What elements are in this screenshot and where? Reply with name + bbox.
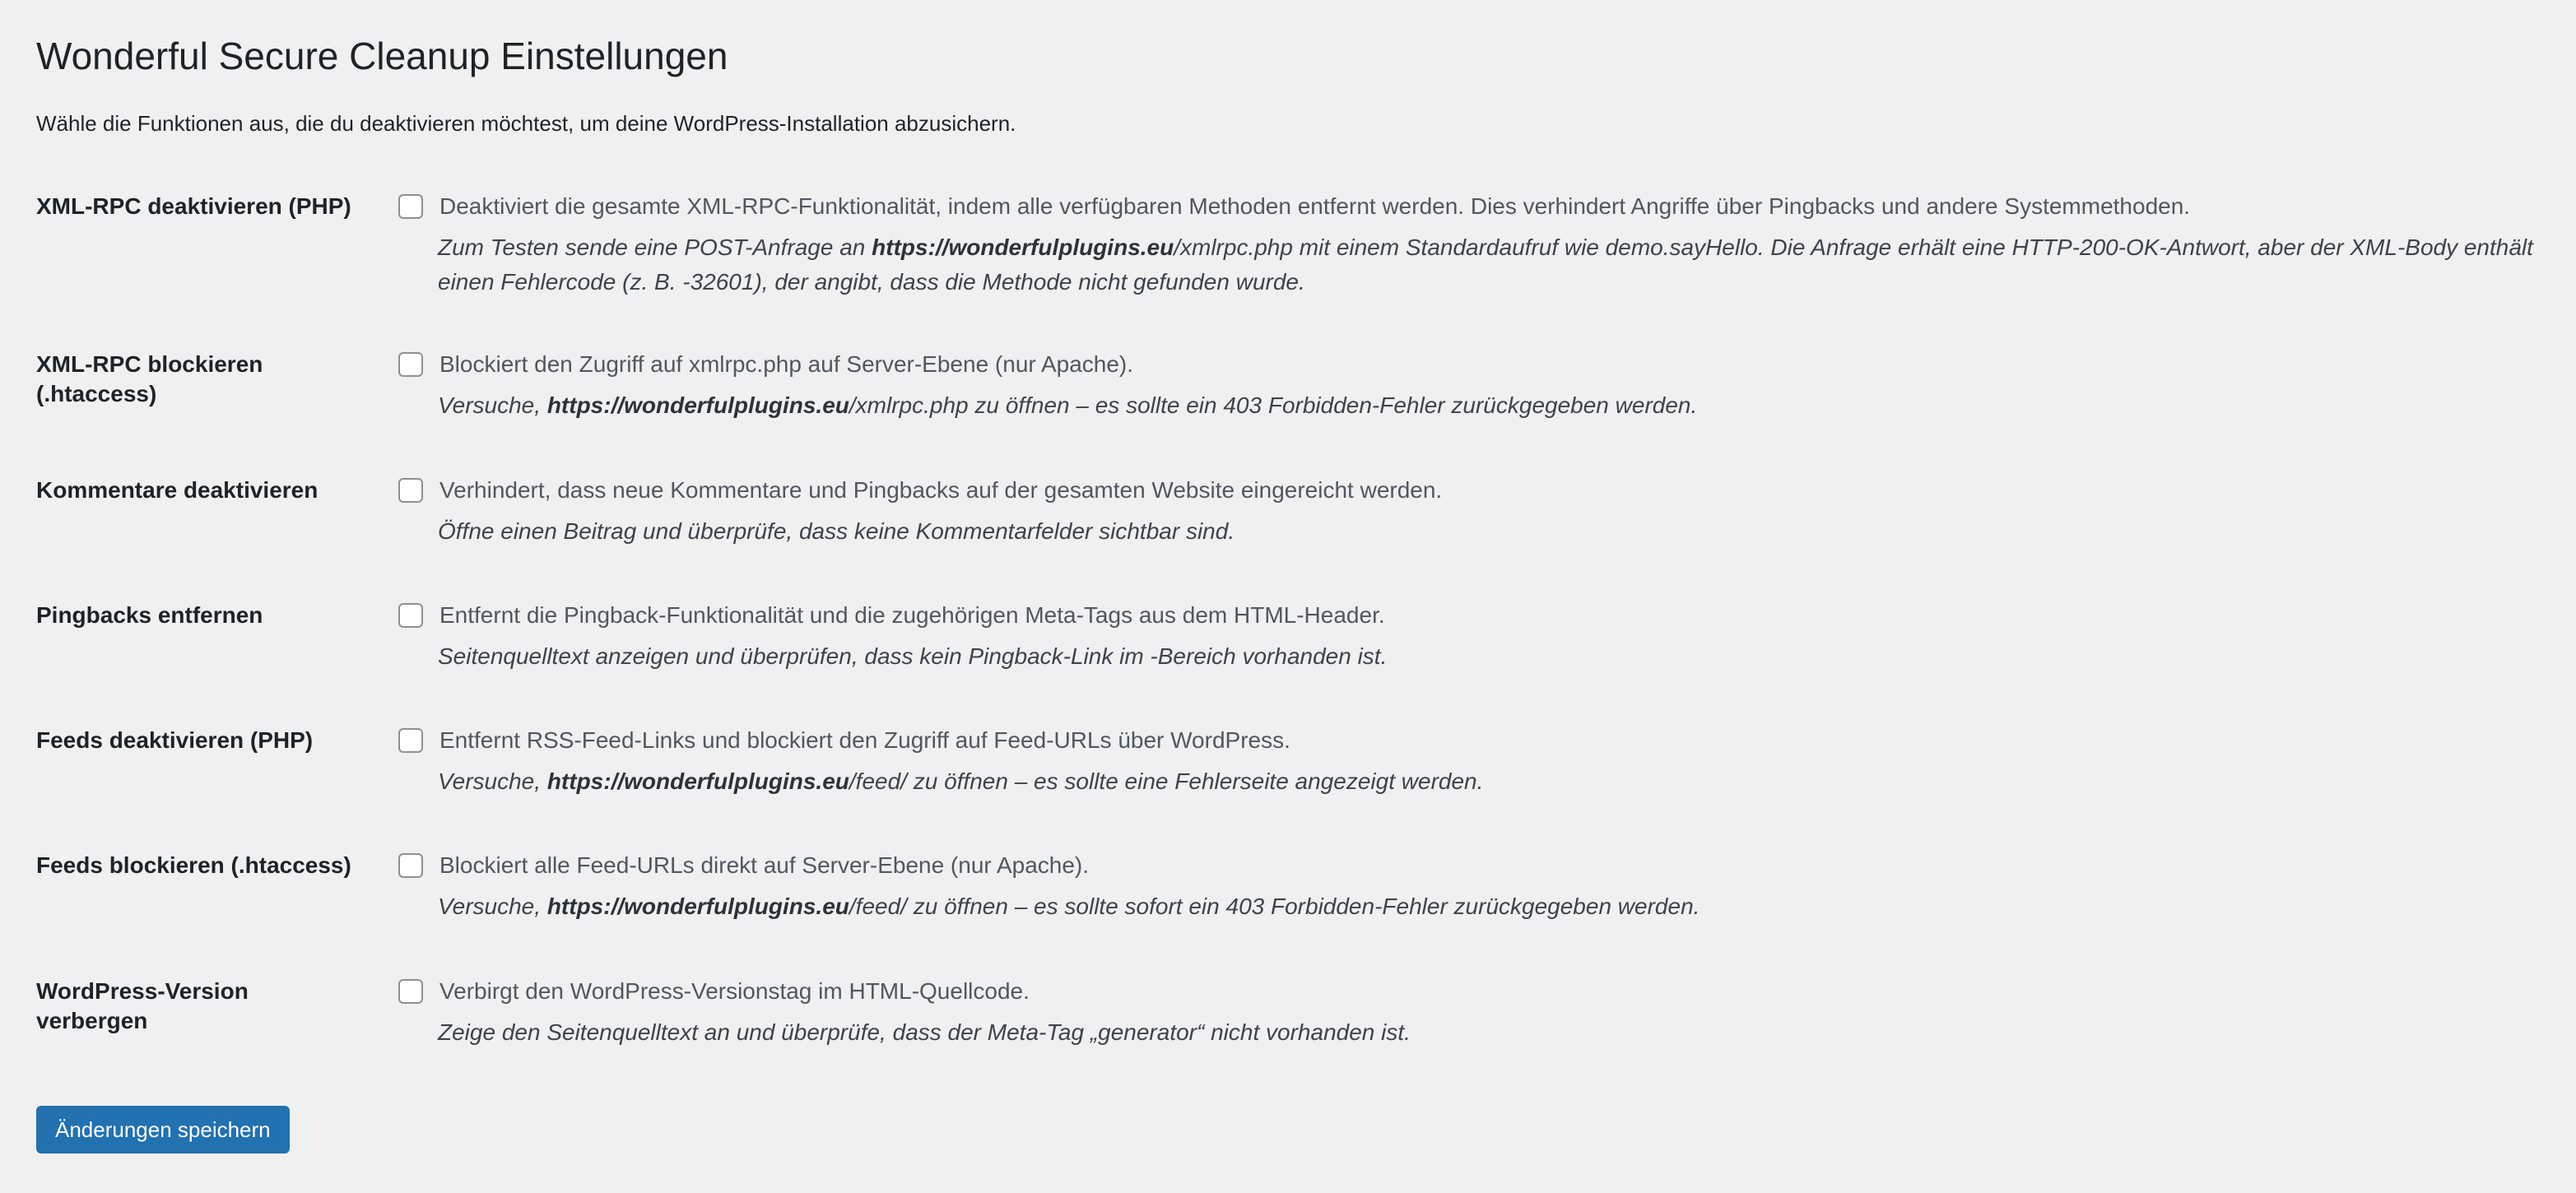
setting-test-hint: Zeige den Seitenquelltext an und überprüfe, dass der Meta-Tag „generator“ nicht vorhanden ist. <box>438 1019 1411 1045</box>
setting-label: XML-RPC blockieren (.htaccess) <box>36 351 263 406</box>
setting-test-hint: Zum Testen sende eine POST-Anfrage an https://wonderfulplugins.eu/xmlrpc.php mit einem Standardaufruf wie demo.sayHello. Die Anfrage erhält eine HTTP-200-OK-Antwort, aber der XML-Body enthält einen Fehlercode (z. B. -32601), der angibt, dass die Methode nicht gefunden wurde. <box>438 234 2533 295</box>
setting-description: Deaktiviert die gesamte XML-RPC-Funktionalität, indem alle verfügbaren Methoden entfernt werden. Dies verhindert Angriffe über Pingbacks und andere Systemmethoden. <box>439 193 2191 219</box>
setting-checkbox-comments[interactable] <box>398 478 423 503</box>
setting-test-hint: Versuche, https://wonderfulplugins.eu/feed/ zu öffnen – es sollte eine Fehlerseite angezeigt werden. <box>438 768 1484 794</box>
setting-label: Feeds blockieren (.htaccess) <box>36 852 351 878</box>
test-url: https://wonderfulplugins.eu <box>546 392 849 418</box>
setting-checkbox-xmlrpc-htaccess[interactable] <box>398 352 423 377</box>
setting-checkbox-feeds-htaccess[interactable] <box>398 853 423 878</box>
setting-description: Entfernt RSS-Feed-Links und blockiert den Zugriff auf Feed-URLs über WordPress. <box>439 727 1290 753</box>
setting-test-hint: Öffne einen Beitrag und überprüfe, dass keine Kommentarfelder sichtbar sind. <box>438 518 1235 544</box>
setting-description: Verhindert, dass neue Kommentare und Pingbacks auf der gesamten Website eingereicht werden. <box>439 477 1443 503</box>
setting-test-hint: Seitenquelltext anzeigen und überprüfen, dass kein Pingback-Link im -Bereich vorhanden ist. <box>438 643 1388 669</box>
page-intro: Wähle die Funktionen aus, die du deaktivieren möchtest, um deine WordPress-Installation abzusichern. <box>36 111 1016 136</box>
setting-label: WordPress-Version verbergen <box>36 978 249 1033</box>
test-url: https://wonderfulplugins.eu <box>546 894 849 919</box>
save-changes-button[interactable]: Änderungen speichern <box>36 1106 290 1154</box>
setting-description: Blockiert alle Feed-URLs direkt auf Server-Ebene (nur Apache). <box>439 852 1090 878</box>
setting-description: Verbirgt den WordPress-Versionstag im HTML-Quellcode. <box>439 978 1030 1004</box>
setting-label: Pingbacks entfernen <box>36 602 263 628</box>
setting-label: Kommentare deaktivieren <box>36 477 319 503</box>
setting-test-hint: Versuche, https://wonderfulplugins.eu/xmlrpc.php zu öffnen – es sollte ein 403 Forbidden-Fehler zurückgegeben werden. <box>438 392 1698 418</box>
setting-checkbox-wp-version[interactable] <box>398 979 423 1004</box>
setting-label: XML-RPC deaktivieren (PHP) <box>36 193 351 219</box>
setting-label: Feeds deaktivieren (PHP) <box>36 727 314 753</box>
setting-test-hint: Versuche, https://wonderfulplugins.eu/feed/ zu öffnen – es sollte sofort ein 403 Forbidden-Fehler zurückgegeben werden. <box>438 894 1700 919</box>
setting-description: Entfernt die Pingback-Funktionalität und die zugehörigen Meta-Tags aus dem HTML-Header. <box>439 602 1385 628</box>
test-url: https://wonderfulplugins.eu <box>872 234 1174 260</box>
setting-checkbox-xmlrpc-php[interactable] <box>398 194 423 219</box>
test-url: https://wonderfulplugins.eu <box>546 768 849 794</box>
setting-description: Blockiert den Zugriff auf xmlrpc.php auf Server-Ebene (nur Apache). <box>439 351 1134 377</box>
page-title: Wonderful Secure Cleanup Einstellungen <box>36 35 728 77</box>
setting-checkbox-pingbacks[interactable] <box>398 603 423 628</box>
setting-checkbox-feeds-php[interactable] <box>398 728 423 753</box>
